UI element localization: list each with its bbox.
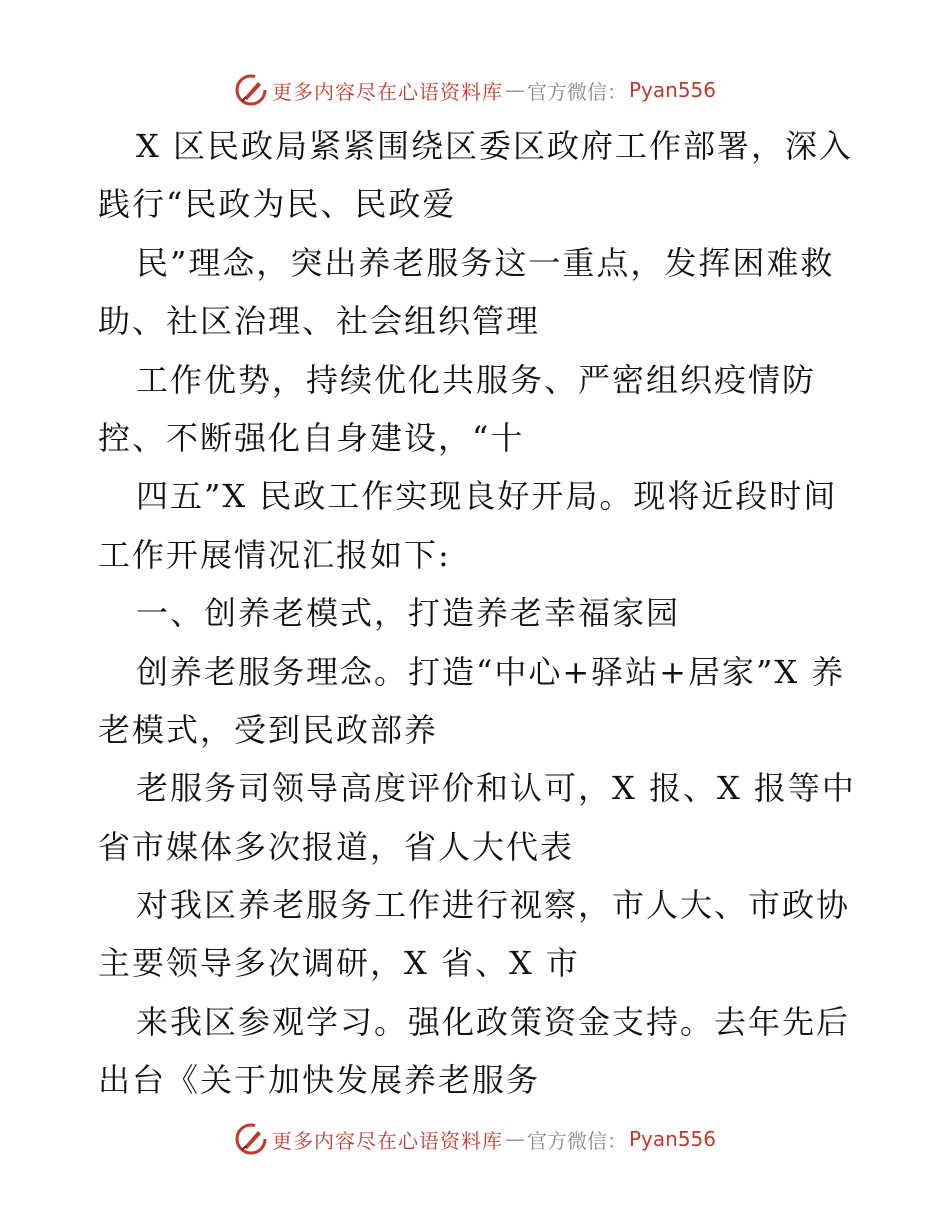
quill-logo-icon [234,1122,268,1156]
body-line: 主要领导多次调研，X 省、X 市 [98,944,580,983]
body-line: 对我区养老服务工作进行视察，市人大、市政协 [136,886,851,925]
body-line: 助、社区治理、社会组织管理 [98,302,541,341]
footer-banner [0,1119,950,1159]
banner-wechat-label: 官方微信： [526,79,627,104]
body-line: 工作优势，持续优化共服务、严密组织疫情防 [136,360,817,399]
banner-wechat-label: 官方微信： [526,1128,627,1153]
header-banner [0,70,950,110]
body-line: 省市媒体多次报道，省人大代表 [98,827,575,866]
body-line: 出台《关于加快发展养老服务 [98,1061,541,1100]
quill-logo-icon [234,73,268,107]
body-line: 控、不断强化自身建设，“十 [98,418,525,457]
body-line: 来我区参观学习。强化政策资金支持。去年先后 [136,1002,851,1041]
banner-wechat-id: Pyan556 [628,1127,716,1151]
body-line: 四五”X 民政工作实现良好开局。现将近段时间 [136,477,838,516]
body-line: X 区民政局紧紧围绕区委区政府工作部署，深入 [136,127,853,165]
banner-separator: — [504,78,525,102]
body-line: 工作开展情况汇报如下: [98,535,451,574]
body-line: 践行“民政为民、民政爱 [98,185,457,224]
section-heading: 一、创养老模式，打造养老幸福家园 [136,594,681,633]
body-line: 民”理念，突出养老服务这一重点，发挥困难救 [136,243,835,282]
body-line: 创养老服务理念。打造“中心+驿站+居家”X 养 [136,652,846,691]
banner-wechat-id: Pyan556 [628,78,716,102]
body-line: 老模式，受到民政部养 [98,710,439,749]
document-body [98,117,858,1110]
banner-main-text: 更多内容尽在心语资料库 [271,79,503,104]
body-line: 老服务司领导高度评价和认可，X 报、X 报等中 [136,769,856,808]
banner-separator: — [504,1127,525,1151]
banner-main-text: 更多内容尽在心语资料库 [271,1128,503,1153]
